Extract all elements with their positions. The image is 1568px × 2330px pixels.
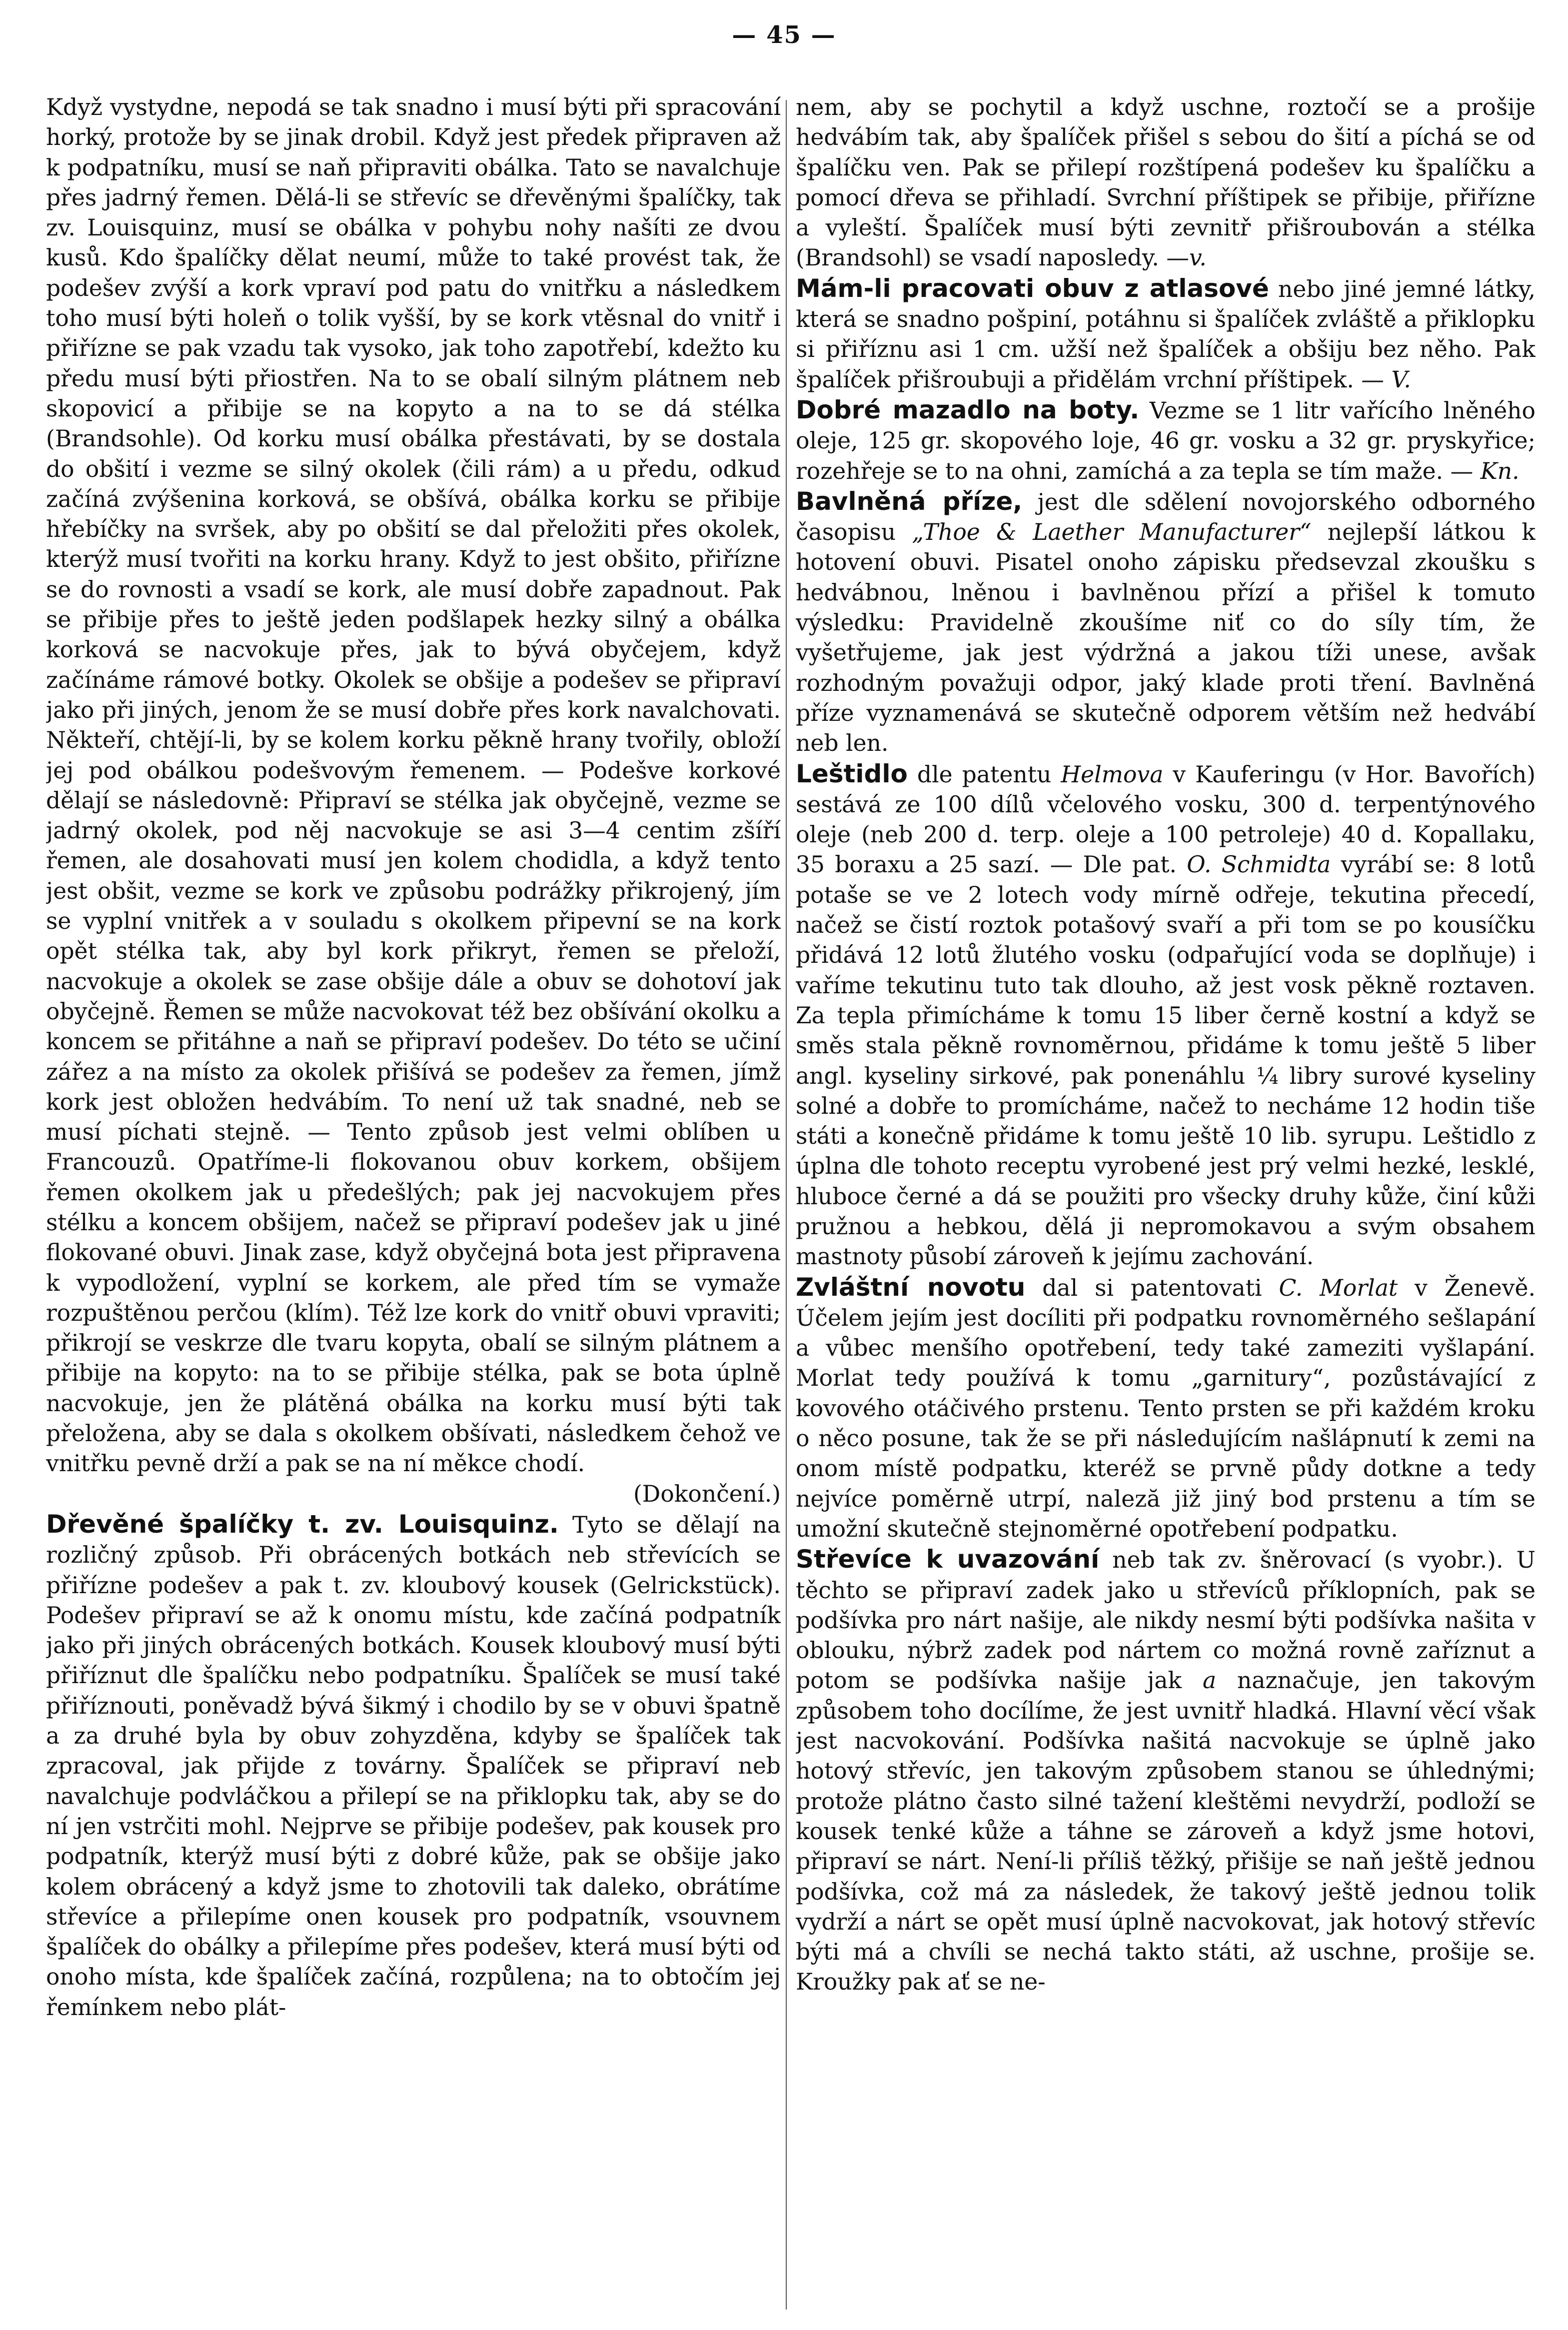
signature-V: — V. — [1361, 366, 1411, 393]
novota-name-morlat: C. Morlat — [1279, 1274, 1398, 1301]
lestidlo-name-schmidta: O. Schmidta — [1187, 851, 1331, 878]
article-mazadlo — [796, 395, 1536, 486]
page-number: — 45 — — [732, 21, 836, 49]
bavlnena-text-a: jest dle sdělení novojorského odborného časopisu — [796, 488, 1536, 546]
article-continued-text: Když vystydne, nepodá se tak snadno i musí býti při spracování horký, protože by se jinak drobil. Když jest předek připraven až k podpatníku, musí se naň připraviti obálka. Tato se navalchuje přes jadrný řemen. Dělá-li se střevíc se dřevěnými špalíčky, tak zv. Louisquinz, musí se obálka v pohybu nohy našíti ze dvou kusů. Kdo špalíčky dělat neumí, může to také provést tak, že podešev zvýší a kork vpraví pod patu do vnitřku a následkem toho musí býti holeň o tolik vyšší, by se kork vtěsnal do vnitř i přiřízne se pak vzadu tak vysoko, jak toho zapotřebí, kdežto ku předu musí býti přiostřen. Na to se obalí silným plátnem neb skopovicí a přibije se na kopyto a na to se dá stélka (Brandsohle). Od korku musí obálka přestávati, by se dostala do obšití i vezme se silný okolek (čili rám) a u předu, odkud začíná zvýšenina korková, se obšívá, obálka korku se přibije hřebíčky na svršek, aby po obšití se dal přeložiti přes okolek, kterýž musí tvořiti na korku hrany. Když to jest obšito, přiřízne se do rovnosti a vsadí se kork, ale musí dobře zapadnout. Pak se přibije přes to ještě jeden podšlapek hezky silný a obálka korková se nacvokuje přes, jak to bývá obyčejem, když začínáme rámové botky. Okolek se obšije a podešev se připraví jako při jiných, jenom že se musí dobře přes kork navalchovati. Někteří, chtějí-li, by se kolem korku pěkně hrany tvořily, obloží jej pod obálkou podešvovým řemenem. — Podešve korkové dělají se následovně: Připraví se stélka jak obyčejně, vezme se jadrný okolek, pod něj nacvokuje se asi 3—4 centim zšíří řemen, ale dosahovati musí jen kolem chodidla, a když tento jest obšit, vezme se kork ve způsobu podrážky přikrojený, jím se vyplní vnitřek a v souladu s okolkem připevní se na kork opět stélka tak, aby byl kork přikryt, řemen se přeloží, nacvokuje a okolek se zase obšije dále a obuv se dohotoví jak obyčejně. Řemen se může nacvokovat též bez obšívání okolku a koncem se přitáhne a naň se připraví podešev. Do této se učiní zářez a na místo za okolek přišívá se podešev za řemen, jímž kork jest obložen hedvábím. To není už tak snadné, neb se musí píchati stejně. — Tento způsob jest velmi oblíben u Francouzů. Opatříme-li flokovanou obuv korkem, obšijem řemen okolkem jak u předešlých; pak jej nacvokujem přes stélku a koncem obšijem, načež se připraví podešev jak u jiné flokované obuvi. Jinak zase, když obyčejná bota jest připravena k vypodložení, vyplní se korkem, ale před tím se vymaže rozpuštěnou perčou (klím). Též lze kork do vnitř obuvi vpraviti; přikrojí se veskrze dle tvaru kopyta, obalí se silným plátnem a přibije na kopyto: na to se přibije stélka, pak se bota úplně nacvokuje, jen že plátěná obálka na korku musí býti tak přeložena, aby se dala s okolkem obšívati, následkem čehož ve vnitřku pevně drží a pak se na ní měkce chodí. — [46, 94, 781, 1477]
louisquinz-continued-text: nem, aby se pochytil a když uschne, roztočí se a prošije hedvábím tak, aby špalíček přišel s sebou do šití a píchá se od špalíčku ven. Pak se přilepí rozštípená podešev ku špalíčku a pomocí dřeva se přihladí. Svrchní příštipek se přibije, přiřízne a vyleští. Špalíček musí býti zevnitř přišroubován a stélka (Brandsohl) se vsadí naposledy. — [796, 94, 1536, 271]
magazine-title: „Thoe & Laether Manufacturer“ — [912, 519, 1312, 546]
signature-kn: — Kn. — [1450, 457, 1520, 484]
bavlnena-text-b: nejlepší látkou k hotovení obuvi. Pisatel onoho zápisku předsevzal zkoušku s hedvábnou, lněnou i bavlněnou přízí a přišel k tomuto výsledku: Pravidelně zkoušíme niť co do síly tím, že vyšetřujeme, jak jest výdržná a jakou tíži unese, avšak rozhodným považuji odpor, jaký klade proti tření. Bavlněná příze vyznamenává se skutečně odporem větším než hedvábí neb len. — [796, 519, 1536, 757]
lestidlo-name-helmova: Helmova — [1061, 761, 1164, 788]
article-bavlnena — [796, 486, 1536, 759]
heading-atlas: Mám-li pracovati obuv z atlasové — [796, 273, 1269, 303]
article-novota — [796, 1272, 1536, 1545]
strevice-text-a: neb tak zv. šněrovací (s vyobr.). U těchto se připraví zadek jako u střevíců příklopních, pak se podšívka pro nárt našije, ale nikdy nesmí býti podšívka našita v oblouku, nýbrž zadek pod nártem co možná rovně zaříznut a potom se podšívka našije jak — [796, 1547, 1536, 1694]
strevice-letter-a: a — [1202, 1667, 1217, 1694]
article-strevice — [796, 1544, 1536, 1997]
heading-novota: Zvláštní novotu — [796, 1272, 1026, 1302]
continued-note: (Dokončení.) — [633, 1480, 781, 1507]
signature-v: —v. — [1166, 244, 1207, 271]
left-column — [46, 92, 781, 2312]
louisquinz-continued — [796, 92, 1536, 273]
article-lestidlo — [796, 759, 1536, 1272]
novota-text-b: v Ženevě. Účelem jejím jest docíliti při podpatku rovnoměrného sešlapání a vůbec menšího opotřebení, tedy také zameziti vyšlapání. Morlat tedy používá k tomu „garnitury“, pozůstávající z kovového otáčivého prstenu. Tento prsten se při každém kroku o něco posune, tak že se při následujícím našlápnutí k zemi na onom místě podpatku, kteréž se prvně půdy dotkne a tedy nejvíce poměrně utrpí, naleză již jiný bod prstenu a tím se umožní skutečně stejnoměrné opotřebení podpatku. — [796, 1274, 1536, 1542]
lestidlo-text-a: dle patentu — [917, 761, 1052, 788]
heading-mazadlo: Dobré mazadlo na boty. — [796, 395, 1140, 424]
article-atlas — [796, 273, 1536, 395]
heading-strevice: Střevíce k uvazování — [796, 1545, 1100, 1574]
heading-louisquinz: Dřevěné špalíčky t. zv. Louisquinz. — [46, 1509, 559, 1539]
heading-bavlnena: Bavlněná příze, — [796, 486, 1023, 516]
lestidlo-text-c: vyrábí se: 8 lotů potaše se ve 2 lotech vody mírně odřeje, tekutina přecedí, načež se čistí roztok potašový svaří a při tom se po kousíčku přidává 12 lotů žlutého vosku (odpařující voda se doplňuje) i vaříme tekutinu tuto tak dlouho, až jest vosk pěkně roztaven. Za tepla přimícháme k tomu 15 liber černě kostní a když se směs stala pěkně rovnoměrnou, přidáme k tomu ještě 5 liber angl. kyseliny sirkové, pak ponenáhlu ¼ libry surové kyseliny solné a dobře to promícháme, načež to necháme 12 hodin tiše státi a konečně přidáme k tomu ještě 10 lib. syrupu. Leštidlo z úplna dle tohoto receptu vyrobené jest prý velmi hezké, lesklé, hluboce černé a dá se použiti pro všecky druhy kůže, činí kůži pružnou a hebkou, dělá ji nepromokavou a svým obsahem mastnoty působí zároveň k jejímu zachování. — [796, 851, 1536, 1270]
right-column — [796, 92, 1536, 2312]
strevice-text-b: naznačuje, jen takovým způsobem toho docílíme, že jest uvnitř hladká. Hlavní věcí však jest nacvokování. Podšívka našitá nacvokuje se úplně jako hotový střevíc, jen takovým způsobem stanou se úhlednými; protože plátno často silné tažení kleštěmi nevydrží, podloží se kousek tenké kůže a táhne se zároveň a když jsme hotovi, připraví se nárt. Není-li příliš těžký, přišije se naň ještě jednou podšívka, což má za následek, že takový ještě jednou tolik vydrží a nárt se opět musí úplně nacvokovat, jak hotový střevíc býti má a chvíli se nechá takto státi, až uschne, prošije se. Kroužky pak ať se ne- — [796, 1667, 1536, 1996]
louisquinz-text: Tyto se dělají na rozličný způsob. Při obrácených botkách neb střevících se přiřízne podešev a pak t. zv. kloubový kousek (Gelrickstück). Podešev připraví se až k onomu místu, kde začíná podpatník jako při jiných obrácených botkách. Kousek kloubový musí býti přiříznut dle špalíčku nebo podpatníku. Špalíček se musí také přiříznouti, poněvadž bývá šikmý i chodilo by se v obuvi špatně a za druhé byla by obuv zohyzděna, kdyby se špalíček tak zpracoval, jak přijde z továrny. Špalíček se připraví neb navalchuje podvláčkou a přilepí se na přiklopku tak, aby se do ní jen vstrčiti mohl. Nejprve se přibije podešev, pak kousek pro podpatník, kterýž musí býti z dobré kůže, pak se obšije jako kolem obrácený a když jsme to zhotovili tak daleko, obrátíme střevíce a přilepíme onen kousek pro podpatník, vsouvnem špalíček do obálky a přilepíme přes podešev, která musí býti od onoho místa, kde špalíček začíná, rozpůlena; na to obtočím jej řemínkem nebo plát- — [46, 1511, 781, 2021]
atlas-text: nebo jiné jemné látky, která se snadno pošpiní, potáhnu si špalíček zvláště a přiklopku si přiříznu asi 1 cm. užší než špalíček a obšiju bez něho. Pak špalíček přišroubuji a přidělám vrchní příštipek. — [796, 275, 1536, 393]
heading-lestidlo: Leštidlo — [796, 759, 908, 788]
lestidlo-text-b: v Kauferingu (v Hor. Bavořích) sestává ze 100 dílů včelového vosku, 300 d. terpentýnového oleje (neb 200 d. terp. oleje a 100 petroleje) 40 d. Kopallaku, 35 boraxu a 25 sazí. — Dle pat. — [796, 761, 1536, 878]
novota-text-a: dal si patentovati — [1042, 1274, 1262, 1301]
article-louisquinz — [46, 1509, 781, 2023]
mazadlo-text: Vezme se 1 litr vařícího lněného oleje, 125 gr. skopového loje, 46 gr. vosku a 32 gr. pryskyřice; rozehřeje se to na ohni, zamíchá a za tepla se tím maže. — [796, 397, 1536, 484]
column-divider — [786, 100, 787, 2310]
